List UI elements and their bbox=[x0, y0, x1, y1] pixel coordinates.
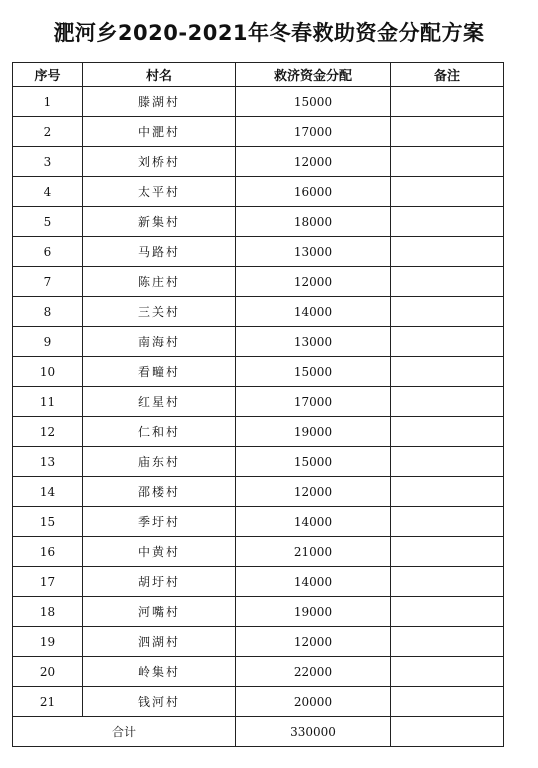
row-note-cell bbox=[391, 207, 504, 237]
row-index-cell: 17 bbox=[13, 567, 83, 597]
row-index-cell: 12 bbox=[13, 417, 83, 447]
row-village-cell: 泗湖村 bbox=[83, 627, 236, 657]
row-village-cell: 新集村 bbox=[83, 207, 236, 237]
row-index-cell: 15 bbox=[13, 507, 83, 537]
row-amount-cell: 12000 bbox=[236, 147, 391, 177]
table-row bbox=[13, 447, 504, 477]
row-note-cell bbox=[391, 327, 504, 357]
row-index-cell: 9 bbox=[13, 327, 83, 357]
row-index-cell: 20 bbox=[13, 657, 83, 687]
table-row bbox=[13, 597, 504, 627]
row-amount-cell: 13000 bbox=[236, 327, 391, 357]
row-amount-cell: 21000 bbox=[236, 537, 391, 567]
row-village-cell: 季圩村 bbox=[83, 507, 236, 537]
row-index-cell: 11 bbox=[13, 387, 83, 417]
row-amount-cell: 15000 bbox=[236, 357, 391, 387]
table-row bbox=[13, 207, 504, 237]
row-note-cell bbox=[391, 297, 504, 327]
table-row bbox=[13, 627, 504, 657]
row-index-cell: 8 bbox=[13, 297, 83, 327]
row-index-cell: 14 bbox=[13, 477, 83, 507]
row-note-cell bbox=[391, 447, 504, 477]
table-row bbox=[13, 687, 504, 717]
row-amount-cell: 14000 bbox=[236, 507, 391, 537]
row-village-cell: 河嘴村 bbox=[83, 597, 236, 627]
table-row bbox=[13, 87, 504, 117]
row-amount-cell: 17000 bbox=[236, 387, 391, 417]
row-amount-cell: 12000 bbox=[236, 267, 391, 297]
row-index-cell: 4 bbox=[13, 177, 83, 207]
row-amount-cell: 16000 bbox=[236, 177, 391, 207]
row-village-cell: 滕湖村 bbox=[83, 87, 236, 117]
row-village-cell: 太平村 bbox=[83, 177, 236, 207]
row-amount-cell: 12000 bbox=[236, 477, 391, 507]
row-village-cell: 胡圩村 bbox=[83, 567, 236, 597]
row-amount-cell: 12000 bbox=[236, 627, 391, 657]
row-village-cell: 中淝村 bbox=[83, 117, 236, 147]
table-row bbox=[13, 417, 504, 447]
header-note: 备注 bbox=[391, 63, 504, 87]
table-row bbox=[13, 297, 504, 327]
row-note-cell bbox=[391, 507, 504, 537]
row-note-cell bbox=[391, 237, 504, 267]
table-row bbox=[13, 387, 504, 417]
table-body bbox=[13, 87, 504, 717]
row-note-cell bbox=[391, 567, 504, 597]
row-amount-cell: 22000 bbox=[236, 657, 391, 687]
row-village-cell: 陈庄村 bbox=[83, 267, 236, 297]
row-note-cell bbox=[391, 87, 504, 117]
row-note-cell bbox=[391, 357, 504, 387]
row-amount-cell: 20000 bbox=[236, 687, 391, 717]
header-village: 村名 bbox=[83, 63, 236, 87]
row-note-cell bbox=[391, 477, 504, 507]
row-note-cell bbox=[391, 537, 504, 567]
row-amount-cell: 18000 bbox=[236, 207, 391, 237]
row-amount-cell: 14000 bbox=[236, 297, 391, 327]
row-amount-cell: 17000 bbox=[236, 117, 391, 147]
row-village-cell: 中黄村 bbox=[83, 537, 236, 567]
row-note-cell bbox=[391, 657, 504, 687]
row-note-cell bbox=[391, 117, 504, 147]
header-amount: 救济资金分配 bbox=[236, 63, 391, 87]
row-index-cell: 10 bbox=[13, 357, 83, 387]
row-index-cell: 1 bbox=[13, 87, 83, 117]
row-note-cell bbox=[391, 267, 504, 297]
row-index-cell: 3 bbox=[13, 147, 83, 177]
row-village-cell: 钱河村 bbox=[83, 687, 236, 717]
row-index-cell: 7 bbox=[13, 267, 83, 297]
row-village-cell: 三关村 bbox=[83, 297, 236, 327]
row-village-cell: 红星村 bbox=[83, 387, 236, 417]
table-row bbox=[13, 147, 504, 177]
row-village-cell: 庙东村 bbox=[83, 447, 236, 477]
row-index-cell: 16 bbox=[13, 537, 83, 567]
table-row bbox=[13, 267, 504, 297]
row-amount-cell: 19000 bbox=[236, 597, 391, 627]
total-note bbox=[391, 717, 504, 747]
row-note-cell bbox=[391, 147, 504, 177]
header-index: 序号 bbox=[13, 63, 83, 87]
row-index-cell: 18 bbox=[13, 597, 83, 627]
row-amount-cell: 15000 bbox=[236, 447, 391, 477]
total-label: 合计 bbox=[13, 717, 236, 747]
row-note-cell bbox=[391, 597, 504, 627]
row-note-cell bbox=[391, 417, 504, 447]
row-village-cell: 看疃村 bbox=[83, 357, 236, 387]
document-title: 淝河乡2020-2021年冬春救助资金分配方案 bbox=[53, 21, 485, 45]
row-village-cell: 邵楼村 bbox=[83, 477, 236, 507]
row-village-cell: 刘桥村 bbox=[83, 147, 236, 177]
row-amount-cell: 19000 bbox=[236, 417, 391, 447]
total-row bbox=[13, 717, 504, 747]
row-amount-cell: 14000 bbox=[236, 567, 391, 597]
row-amount-cell: 13000 bbox=[236, 237, 391, 267]
table-row bbox=[13, 507, 504, 537]
total-amount: 330000 bbox=[236, 717, 391, 747]
table-header-row bbox=[13, 63, 504, 87]
table-row bbox=[13, 237, 504, 267]
table-row bbox=[13, 567, 504, 597]
row-index-cell: 6 bbox=[13, 237, 83, 267]
table-row bbox=[13, 177, 504, 207]
table-row bbox=[13, 357, 504, 387]
row-index-cell: 13 bbox=[13, 447, 83, 477]
row-index-cell: 5 bbox=[13, 207, 83, 237]
row-note-cell bbox=[391, 177, 504, 207]
row-note-cell bbox=[391, 687, 504, 717]
table-row bbox=[13, 537, 504, 567]
table-row bbox=[13, 477, 504, 507]
table-row bbox=[13, 117, 504, 147]
row-village-cell: 岭集村 bbox=[83, 657, 236, 687]
row-index-cell: 2 bbox=[13, 117, 83, 147]
row-index-cell: 19 bbox=[13, 627, 83, 657]
row-note-cell bbox=[391, 387, 504, 417]
allocation-table bbox=[12, 62, 504, 747]
table-row bbox=[13, 657, 504, 687]
table-row bbox=[13, 327, 504, 357]
row-index-cell: 21 bbox=[13, 687, 83, 717]
row-village-cell: 仁和村 bbox=[83, 417, 236, 447]
row-village-cell: 南海村 bbox=[83, 327, 236, 357]
row-note-cell bbox=[391, 627, 504, 657]
row-amount-cell: 15000 bbox=[236, 87, 391, 117]
row-village-cell: 马路村 bbox=[83, 237, 236, 267]
